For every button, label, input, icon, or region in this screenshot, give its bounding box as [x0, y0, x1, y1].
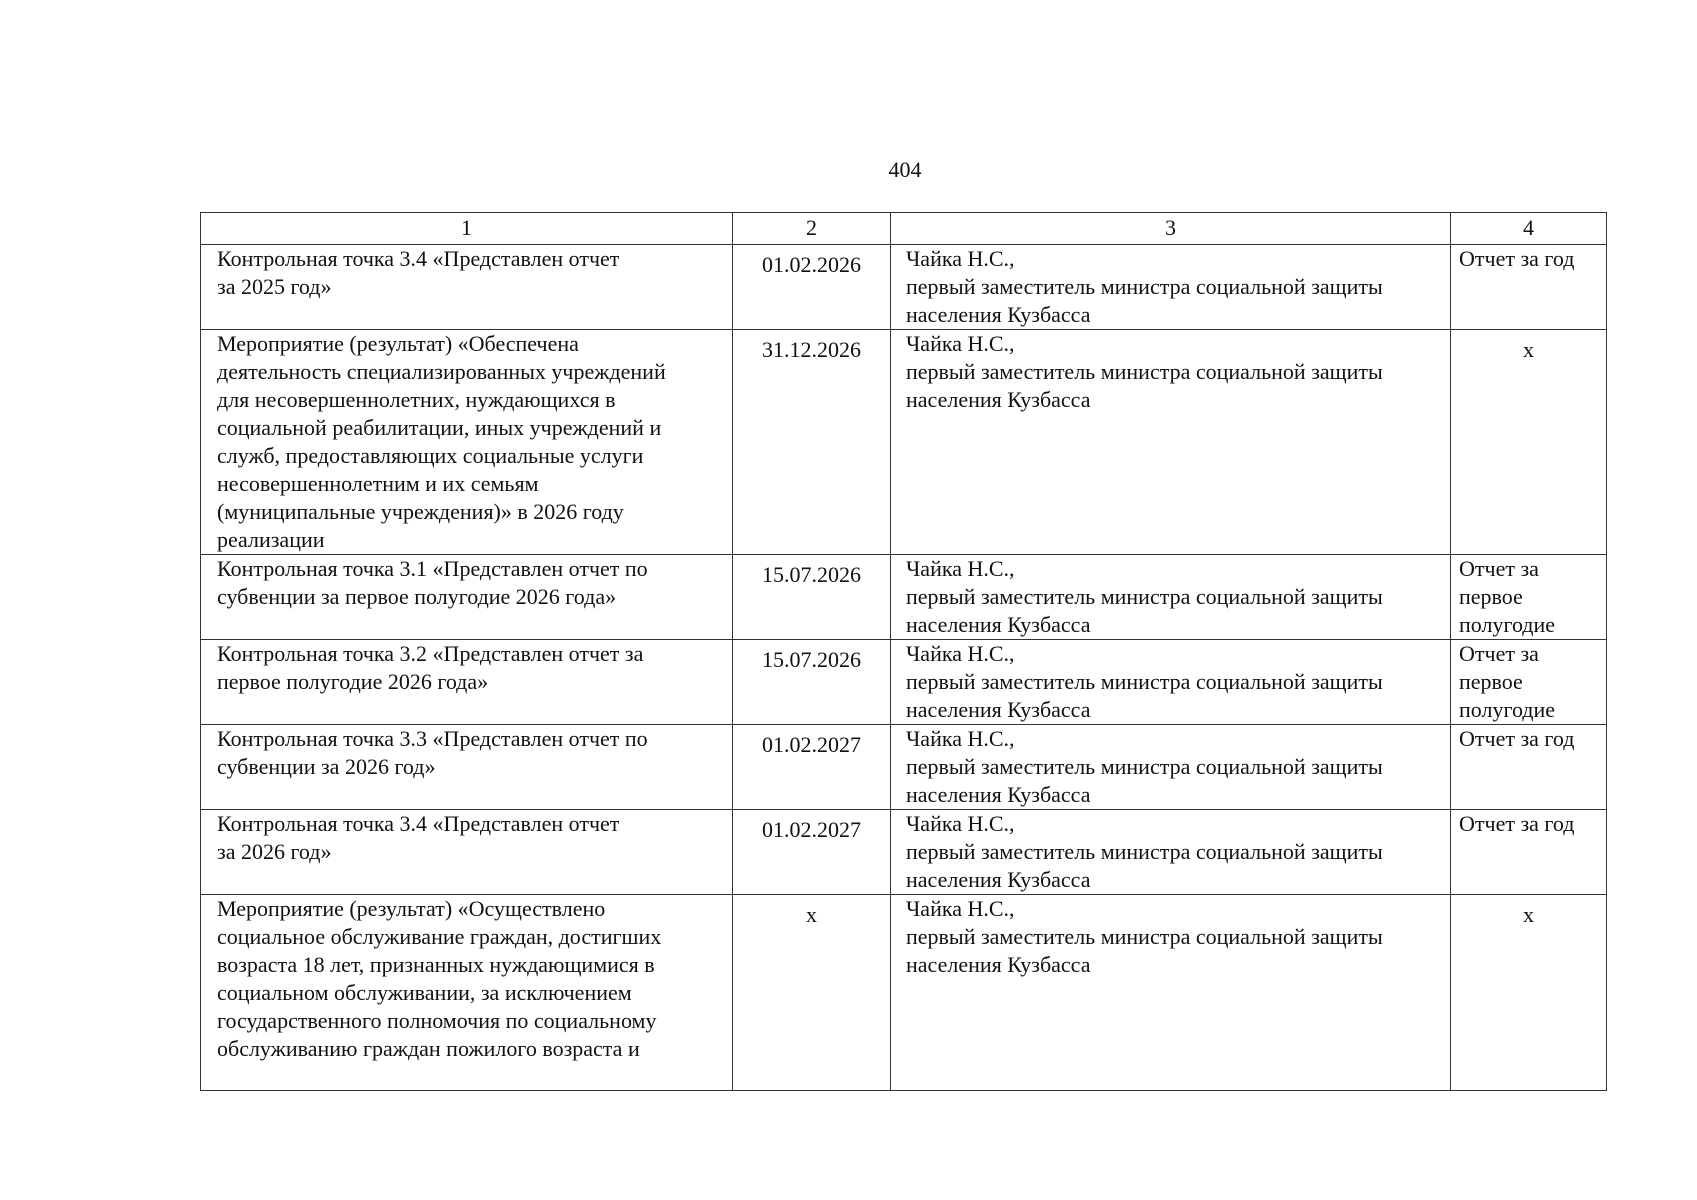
result-text-line: х	[1523, 902, 1534, 927]
table-body	[201, 245, 1607, 1091]
activity-text-line: для несовершеннолетних, нуждающихся в	[217, 387, 616, 412]
responsible-text-line: Чайка Н.С.,	[906, 556, 1015, 581]
table-row	[201, 555, 1607, 640]
responsible-text-line: населения Кузбасса	[906, 612, 1091, 637]
deadline-date: 15.07.2026	[762, 562, 861, 587]
activity-text-line: деятельность специализированных учреждений	[217, 359, 666, 384]
result-cell	[1451, 895, 1607, 1091]
responsible-cell	[891, 555, 1451, 640]
activity-text-line: обслуживанию граждан пожилого возраста и	[217, 1036, 640, 1061]
activity-text-line: социальной реабилитации, иных учреждений и	[217, 415, 662, 440]
responsible-text-line: первый заместитель министра социальной защиты	[906, 924, 1383, 949]
responsible-text-line: населения Кузбасса	[906, 782, 1091, 807]
activity-text-line: Контрольная точка 3.1 «Представлен отчет по	[217, 556, 648, 581]
activity-text-line: за 2026 год»	[217, 839, 332, 864]
responsible-cell	[891, 640, 1451, 725]
deadline-date: х	[806, 902, 817, 927]
activity-cell	[201, 725, 733, 810]
activity-cell	[201, 895, 733, 1091]
responsible-cell	[891, 330, 1451, 555]
deadline-date: 15.07.2026	[762, 647, 861, 672]
deadline-date: 01.02.2027	[762, 817, 861, 842]
deadline-date: 31.12.2026	[762, 337, 861, 362]
activity-text-line: за 2025 год»	[217, 274, 332, 299]
responsible-text-line: Чайка Н.С.,	[906, 726, 1015, 751]
deadline-cell	[733, 555, 891, 640]
responsible-cell	[891, 245, 1451, 330]
activity-cell	[201, 245, 733, 330]
result-text-line: первое	[1459, 669, 1523, 694]
activity-cell	[201, 330, 733, 555]
result-text-line: полугодие	[1459, 697, 1556, 722]
activity-text-line: Контрольная точка 3.3 «Представлен отчет по	[217, 726, 648, 751]
deadline-cell	[733, 640, 891, 725]
responsible-text-line: Чайка Н.С.,	[906, 641, 1015, 666]
activity-text-line: социальном обслуживании, за исключением	[217, 980, 632, 1005]
activity-text-line: возраста 18 лет, признанных нуждающимися в	[217, 952, 655, 977]
result-cell	[1451, 810, 1607, 895]
result-cell	[1451, 640, 1607, 725]
result-text-line: первое	[1459, 584, 1523, 609]
deadline-cell	[733, 245, 891, 330]
result-text-line: Отчет за год	[1459, 811, 1575, 836]
activity-text-line: социальное обслуживание граждан, достигших	[217, 924, 662, 949]
activity-text-line: Контрольная точка 3.2 «Представлен отчет за	[217, 641, 644, 666]
responsible-text-line: населения Кузбасса	[906, 867, 1091, 892]
activity-text-line: служб, предоставляющих социальные услуги	[217, 443, 644, 468]
deadline-cell	[733, 810, 891, 895]
activity-text-line: первое полугодие 2026 года»	[217, 669, 489, 694]
activity-text-line: Контрольная точка 3.4 «Представлен отчет	[217, 246, 620, 271]
result-text-line: Отчет за	[1459, 641, 1539, 666]
table-row	[201, 895, 1607, 1091]
result-cell	[1451, 330, 1607, 555]
result-cell	[1451, 245, 1607, 330]
responsible-text-line: Чайка Н.С.,	[906, 331, 1015, 356]
result-text-line: Отчет за год	[1459, 246, 1575, 271]
plan-table	[200, 212, 1607, 1091]
activity-text-line: Мероприятие (результат) «Обеспечена	[217, 331, 579, 356]
responsible-text-line: Чайка Н.С.,	[906, 811, 1015, 836]
responsible-cell	[891, 895, 1451, 1091]
activity-text-line: Контрольная точка 3.4 «Представлен отчет	[217, 811, 620, 836]
column-header-4: 4	[1451, 213, 1607, 245]
table-row	[201, 330, 1607, 555]
deadline-cell	[733, 725, 891, 810]
table-row	[201, 725, 1607, 810]
activity-text-line: (муниципальные учреждения)» в 2026 году	[217, 499, 624, 524]
result-text-line: Отчет за год	[1459, 726, 1575, 751]
table-row	[201, 810, 1607, 895]
responsible-text-line: Чайка Н.С.,	[906, 246, 1015, 271]
responsible-text-line: первый заместитель министра социальной защиты	[906, 669, 1383, 694]
column-header-1: 1	[201, 213, 733, 245]
activity-cell	[201, 810, 733, 895]
responsible-cell	[891, 810, 1451, 895]
activity-text-line: государственного полномочия по социальному	[217, 1008, 657, 1033]
activity-text-line: Мероприятие (результат) «Осуществлено	[217, 896, 606, 921]
table-header	[201, 213, 1607, 245]
result-cell	[1451, 725, 1607, 810]
responsible-text-line: Чайка Н.С.,	[906, 896, 1015, 921]
table-row	[201, 245, 1607, 330]
column-header-2: 2	[733, 213, 891, 245]
deadline-cell	[733, 330, 891, 555]
responsible-cell	[891, 725, 1451, 810]
activity-text-line: субвенции за 2026 год»	[217, 754, 436, 779]
result-text-line: х	[1523, 337, 1534, 362]
responsible-text-line: первый заместитель министра социальной защиты	[906, 359, 1383, 384]
responsible-text-line: населения Кузбасса	[906, 387, 1091, 412]
responsible-text-line: первый заместитель министра социальной защиты	[906, 274, 1383, 299]
page-number: 404	[888, 157, 922, 182]
responsible-text-line: населения Кузбасса	[906, 302, 1091, 327]
activity-text-line: несовершеннолетним и их семьям	[217, 471, 539, 496]
deadline-date: 01.02.2026	[762, 252, 861, 277]
activity-cell	[201, 555, 733, 640]
responsible-text-line: населения Кузбасса	[906, 697, 1091, 722]
activity-text-line: реализации	[217, 527, 325, 552]
deadline-date: 01.02.2027	[762, 732, 861, 757]
responsible-text-line: первый заместитель министра социальной защиты	[906, 839, 1383, 864]
activity-cell	[201, 640, 733, 725]
responsible-text-line: населения Кузбасса	[906, 952, 1091, 977]
responsible-text-line: первый заместитель министра социальной защиты	[906, 754, 1383, 779]
result-text-line: полугодие	[1459, 612, 1556, 637]
result-cell	[1451, 555, 1607, 640]
result-text-line: Отчет за	[1459, 556, 1539, 581]
deadline-cell	[733, 895, 891, 1091]
activity-text-line: субвенции за первое полугодие 2026 года»	[217, 584, 617, 609]
table-row	[201, 640, 1607, 725]
header-row	[201, 213, 1607, 245]
responsible-text-line: первый заместитель министра социальной защиты	[906, 584, 1383, 609]
column-header-3: 3	[891, 213, 1451, 245]
